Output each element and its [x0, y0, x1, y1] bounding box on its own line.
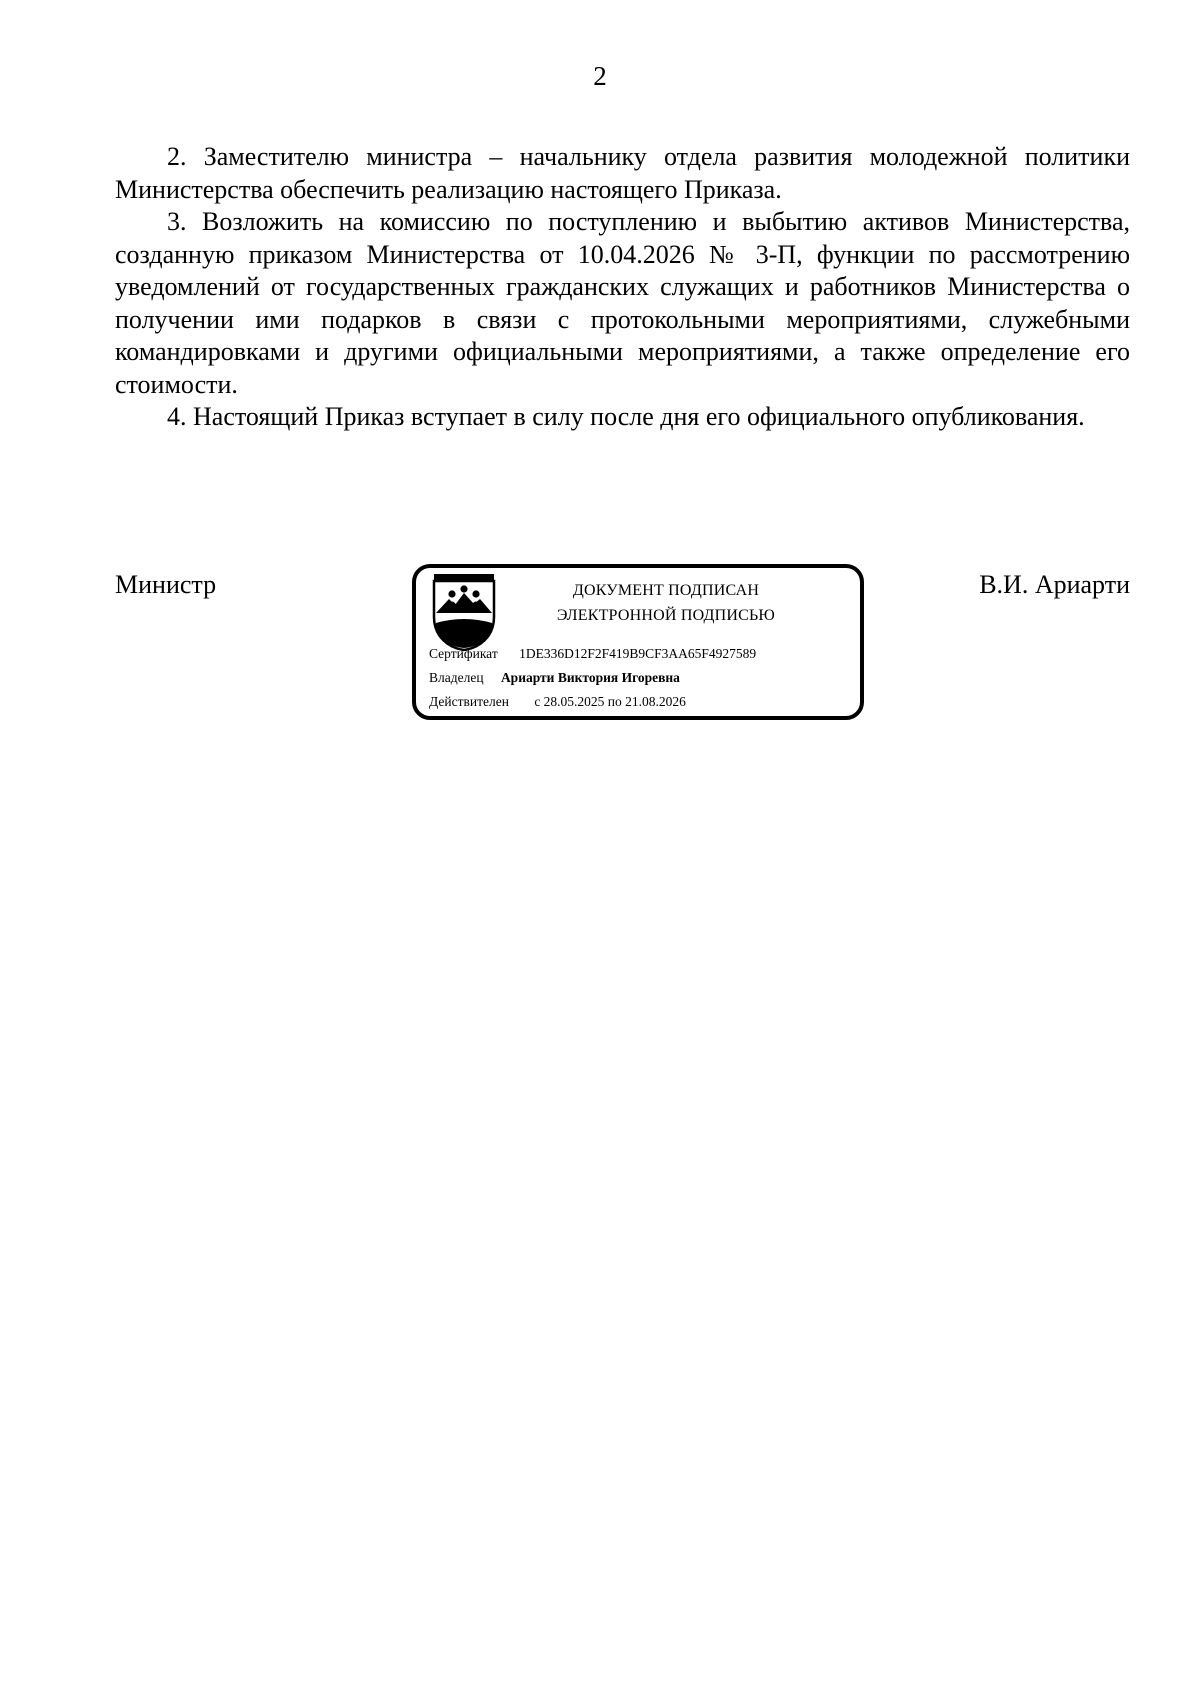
validity-label: Действителен [429, 694, 509, 709]
paragraph-2: 2. Заместителю министра – начальнику отдела развития молодежной политики Министерства обеспечить реализацию настоящего Приказа. [115, 142, 1130, 204]
page-number: 2 [593, 61, 607, 91]
electronic-signature-stamp [412, 564, 864, 720]
owner-label: Владелец [429, 670, 484, 685]
signer-position: Министр [115, 570, 217, 599]
stamp-heading-line-1: ДОКУМЕНТ ПОДПИСАН [572, 582, 760, 599]
signer-name: В.И. Ариарти [979, 570, 1130, 599]
certificate-label: Сертификат [429, 646, 498, 661]
validity-value: с 28.05.2025 по 21.08.2026 [534, 694, 686, 709]
document-body [115, 141, 1130, 434]
coat-of-arms-icon [431, 573, 497, 651]
signature-block [115, 564, 1130, 734]
stamp-heading [516, 578, 816, 628]
paragraph-4: 4. Настоящий Приказ вступает в силу после дня его официального опубликования. [167, 402, 1085, 431]
certificate-value: 1DE336D12F2F419B9CF3AA65F4927589 [519, 646, 757, 661]
stamp-validity-row [429, 693, 686, 711]
stamp-heading-line-2: ЭЛЕКТРОННОЙ ПОДПИСЬЮ [556, 607, 776, 624]
stamp-certificate-row [429, 645, 756, 663]
paragraph-3: 3. Возложить на комиссию по поступлению и выбытию активов Министерства, созданную приказом Министерства от 10.04.2026 № 3-П, функции по рассмотрению уведомлений от государственных гражданских служащих и работников Министерства о получении ими подарков в связи с протокольными мероприятиями, служебными командировками и другими официальными мероприятиями, а также определение его стоимости. [115, 207, 1130, 399]
stamp-owner-row [429, 669, 680, 687]
owner-value: Ариарти Виктория Игоревна [500, 670, 680, 685]
